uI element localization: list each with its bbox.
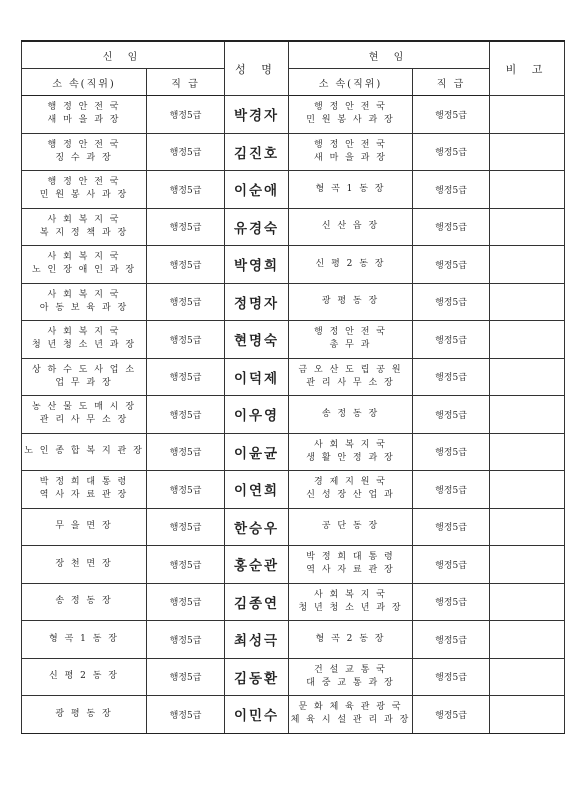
current-dept-cell-line: 문 화 체 육 관 광 국 [298,702,403,713]
person-name-cell: 현명숙 [225,321,289,359]
header-current-grade: 직 급 [413,69,490,96]
person-name-cell: 이우영 [225,396,289,434]
table-row [22,696,565,734]
new-dept-cell-line: 행 정 안 전 국 [47,139,121,150]
new-dept-cell-line: 광 평 동 장 [55,708,113,719]
new-dept-cell-line: 노 인 장 애 인 과 장 [31,265,137,276]
table-row [22,621,565,659]
current-grade-cell: 행정5급 [413,471,490,509]
note-cell [490,208,565,246]
new-dept-cell-line: 아 동 보 육 과 장 [39,302,129,313]
table-row [22,508,565,546]
new-dept-cell-line: 업 무 과 장 [55,377,113,388]
new-dept-cell-line: 송 정 동 장 [55,596,113,607]
new-dept-cell-line: 민 원 봉 사 과 장 [39,190,129,201]
new-grade-cell: 행정5급 [147,583,225,621]
new-dept-cell-line: 상 하 수 도 사 업 소 [31,364,137,375]
person-name-cell: 이민수 [225,696,289,734]
person-name-cell: 박경자 [225,96,289,134]
current-dept-cell [289,133,413,171]
header-current-group: 현 임 [289,41,490,69]
current-dept-cell [289,96,413,134]
current-dept-cell-line: 역 사 자 료 관 장 [306,565,395,576]
new-dept-cell [22,246,147,284]
current-dept-cell-line: 경 제 지 원 국 [314,477,387,488]
note-cell [490,621,565,659]
new-dept-cell-line: 행 정 안 전 국 [47,177,121,188]
table-row [22,546,565,584]
new-dept-cell [22,508,147,546]
new-grade-cell: 행정5급 [147,696,225,734]
person-name-cell: 김진호 [225,133,289,171]
note-cell [490,133,565,171]
current-grade-cell: 행정5급 [413,621,490,659]
new-dept-cell-line: 무 을 면 장 [55,521,113,532]
table-row [22,246,565,284]
table-row [22,583,565,621]
new-dept-cell [22,133,147,171]
current-grade-cell: 행정5급 [413,396,490,434]
note-cell [490,171,565,209]
current-dept-cell-line: 신 산 읍 장 [321,221,380,232]
current-grade-cell: 행정5급 [413,321,490,359]
current-dept-cell [289,471,413,509]
new-grade-cell: 행정5급 [147,208,225,246]
current-dept-cell-line: 청 년 청 소 년 과 장 [298,602,403,613]
note-cell [490,546,565,584]
new-dept-cell [22,621,147,659]
current-dept-cell-line: 행 정 안 전 국 [314,102,387,113]
current-dept-cell-line: 새 마 을 과 장 [314,152,387,163]
current-dept-cell-line: 박 정 희 대 통 령 [306,552,395,563]
current-dept-cell [289,358,413,396]
new-dept-cell-line: 사 회 복 지 국 [47,214,121,225]
person-name-cell: 김종연 [225,583,289,621]
new-grade-cell: 행정5급 [147,396,225,434]
current-grade-cell: 행정5급 [413,358,490,396]
current-dept-cell [289,208,413,246]
current-dept-cell [289,246,413,284]
header-new-grade: 직 급 [147,69,225,96]
new-dept-cell-line: 관 리 사 무 소 장 [39,415,129,426]
new-grade-cell: 행정5급 [147,133,225,171]
current-dept-cell-line: 송 정 동 장 [321,408,380,419]
current-grade-cell: 행정5급 [413,283,490,321]
current-dept-cell [289,171,413,209]
new-dept-cell [22,358,147,396]
current-dept-cell [289,546,413,584]
current-grade-cell: 행정5급 [413,246,490,284]
person-name-cell: 이덕제 [225,358,289,396]
current-grade-cell: 행정5급 [413,133,490,171]
table-body [22,96,565,734]
table-row [22,396,565,434]
note-cell [490,321,565,359]
new-dept-cell-line: 노 인 종 합 복 지 관 장 [24,446,144,457]
current-dept-cell-line: 민 원 봉 사 과 장 [306,115,395,126]
table-row [22,658,565,696]
personnel-table [21,40,565,734]
note-cell [490,358,565,396]
new-dept-cell [22,208,147,246]
new-grade-cell: 행정5급 [147,171,225,209]
current-dept-cell-line: 관 리 사 무 소 장 [306,377,395,388]
current-grade-cell: 행정5급 [413,208,490,246]
note-cell [490,583,565,621]
current-dept-cell-line: 건 설 교 통 국 [314,664,387,675]
current-dept-cell-line: 형 곡 2 동 장 [315,633,386,644]
person-name-cell: 이윤균 [225,433,289,471]
note-cell [490,508,565,546]
new-dept-cell [22,283,147,321]
table-row [22,171,565,209]
new-grade-cell: 행정5급 [147,621,225,659]
new-grade-cell: 행정5급 [147,283,225,321]
person-name-cell: 박영희 [225,246,289,284]
new-dept-cell [22,171,147,209]
new-grade-cell: 행정5급 [147,658,225,696]
new-dept-cell-line: 사 회 복 지 국 [47,289,121,300]
person-name-cell: 홍순관 [225,546,289,584]
current-dept-cell [289,433,413,471]
new-dept-cell-line: 행 정 안 전 국 [47,102,121,113]
current-dept-cell-line: 사 회 복 지 국 [314,439,387,450]
note-cell [490,283,565,321]
table-row [22,208,565,246]
new-dept-cell [22,96,147,134]
table-row [22,321,565,359]
current-grade-cell: 행정5급 [413,583,490,621]
current-grade-cell: 행정5급 [413,508,490,546]
current-dept-cell [289,583,413,621]
new-dept-cell-line: 청 년 청 소 년 과 장 [31,340,137,351]
current-dept-cell [289,658,413,696]
new-dept-cell-line: 사 회 복 지 국 [47,327,121,338]
new-dept-cell-line: 사 회 복 지 국 [47,252,121,263]
new-grade-cell: 행정5급 [147,471,225,509]
new-dept-cell-line: 장 천 면 장 [55,558,113,569]
new-dept-cell [22,583,147,621]
new-grade-cell: 행정5급 [147,433,225,471]
current-grade-cell: 행정5급 [413,546,490,584]
current-dept-cell [289,621,413,659]
note-cell [490,246,565,284]
note-cell [490,433,565,471]
new-dept-cell-line: 역 사 자 료 관 장 [39,490,129,501]
current-dept-cell-line: 공 단 동 장 [321,521,380,532]
current-dept-cell-line: 총 무 과 [329,340,372,351]
current-dept-cell-line: 형 곡 1 동 장 [315,183,386,194]
table-row [22,358,565,396]
current-dept-cell [289,396,413,434]
table-row [22,471,565,509]
current-dept-cell [289,283,413,321]
note-cell [490,396,565,434]
note-cell [490,658,565,696]
person-name-cell: 정명자 [225,283,289,321]
current-grade-cell: 행정5급 [413,696,490,734]
new-dept-cell-line: 박 정 희 대 통 령 [39,477,129,488]
note-cell [490,471,565,509]
current-dept-cell-line: 생 활 안 정 과 장 [306,452,395,463]
current-dept-cell [289,696,413,734]
current-dept-cell [289,508,413,546]
current-grade-cell: 행정5급 [413,658,490,696]
current-dept-cell-line: 사 회 복 지 국 [314,589,387,600]
header-current-dept: 소 속(직위) [289,69,413,96]
note-cell [490,96,565,134]
current-dept-cell-line: 체 육 시 설 관 리 과 장 [290,715,411,726]
header-note: 비 고 [490,41,565,96]
header-name: 성 명 [225,41,289,96]
new-grade-cell: 행정5급 [147,321,225,359]
header-new-dept: 소 속(직위) [22,69,147,96]
new-grade-cell: 행정5급 [147,246,225,284]
current-grade-cell: 행정5급 [413,433,490,471]
person-name-cell: 유경숙 [225,208,289,246]
current-dept-cell-line: 행 정 안 전 국 [314,327,387,338]
table-row [22,96,565,134]
new-dept-cell [22,658,147,696]
current-grade-cell: 행정5급 [413,96,490,134]
new-grade-cell: 행정5급 [147,546,225,584]
current-dept-cell-line: 광 평 동 장 [321,296,380,307]
new-grade-cell: 행정5급 [147,508,225,546]
new-grade-cell: 행정5급 [147,358,225,396]
new-dept-cell [22,546,147,584]
current-dept-cell [289,321,413,359]
new-grade-cell: 행정5급 [147,96,225,134]
new-dept-cell-line: 신 평 2 동 장 [49,671,119,682]
header-new-group: 신 임 [22,41,225,69]
new-dept-cell [22,321,147,359]
new-dept-cell [22,696,147,734]
new-dept-cell [22,396,147,434]
new-dept-cell-line: 형 곡 1 동 장 [49,633,119,644]
table-row [22,133,565,171]
current-dept-cell-line: 신 평 2 동 장 [315,258,386,269]
note-cell [490,696,565,734]
new-dept-cell [22,471,147,509]
current-dept-cell-line: 금 오 산 도 립 공 원 [298,364,403,375]
table-row [22,433,565,471]
person-name-cell: 이연희 [225,471,289,509]
new-dept-cell-line: 농 산 물 도 매 시 장 [31,402,137,413]
person-name-cell: 이순애 [225,171,289,209]
person-name-cell: 최성극 [225,621,289,659]
person-name-cell: 한승우 [225,508,289,546]
current-dept-cell-line: 행 정 안 전 국 [314,139,387,150]
current-dept-cell-line: 대 중 교 통 과 장 [306,677,395,688]
new-dept-cell-line: 새 마 을 과 장 [47,115,121,126]
person-name-cell: 김동환 [225,658,289,696]
table-row [22,283,565,321]
new-dept-cell-line: 복 지 정 책 과 장 [39,227,129,238]
new-dept-cell [22,433,147,471]
current-grade-cell: 행정5급 [413,171,490,209]
current-dept-cell-line: 신 성 장 산 업 과 [306,490,395,501]
new-dept-cell-line: 징 수 과 장 [55,152,113,163]
